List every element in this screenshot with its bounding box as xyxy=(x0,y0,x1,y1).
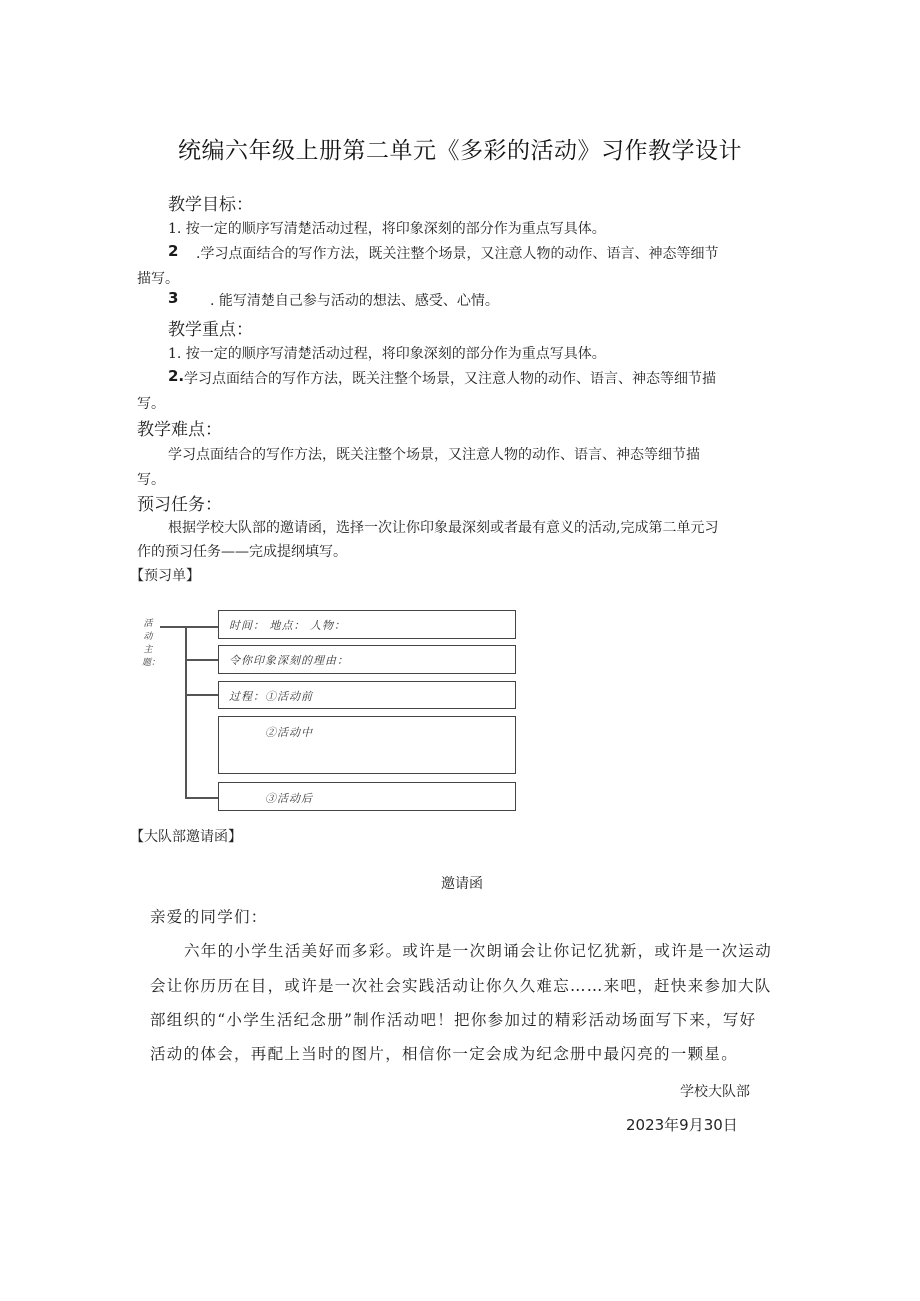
outline-box-during-text: ②活动中 xyxy=(265,726,313,739)
connector-5 xyxy=(185,797,218,799)
difficulties-line-1: 学习点面结合的写作方法，既关注整个场景，又注意人物的动作、语言、神态等细节描 xyxy=(168,447,700,463)
key-point-item-2-continuation: 写。 xyxy=(137,396,165,412)
objective-item-1: 1. 按一定的顺序写清楚活动过程，将印象深刻的部分作为重点写具体。 xyxy=(168,221,606,237)
objectives-heading: 教学目标： xyxy=(168,195,253,215)
invitation-label: 【大队部邀请函】 xyxy=(130,829,242,845)
key-points-heading: 教学重点： xyxy=(168,320,253,340)
objective-item-2-text: .学习点面结合的写作方法，既关注整个场景，又注意人物的动作、语言、神态等细节 xyxy=(196,246,719,262)
connector-3 xyxy=(185,694,218,696)
outline-box-time-place-people-text: 时间： 地点： 人物： xyxy=(229,619,346,632)
invitation-signature: 学校大队部 xyxy=(680,1084,750,1100)
difficulties-heading: 教学难点： xyxy=(137,420,222,440)
document-title: 统编六年级上册第二单元《多彩的活动》习作教学设计 xyxy=(178,138,742,164)
key-point-item-2-number: 2. xyxy=(168,367,185,385)
objective-item-3-number: 3 xyxy=(168,289,179,307)
outline-box-before-text: 过程：①活动前 xyxy=(229,690,313,703)
difficulties-line-2: 写。 xyxy=(137,472,165,488)
invitation-date: 2023年9月30日 xyxy=(626,1116,738,1134)
key-point-item-2-text: 学习点面结合的写作方法，既关注整个场景，又注意人物的动作、语言、神态等细节描 xyxy=(184,371,716,387)
outline-box-reason-text: 令你印象深刻的理由： xyxy=(229,654,349,667)
key-point-item-1: 1. 按一定的顺序写清楚活动过程，将印象深刻的部分作为重点写具体。 xyxy=(168,346,606,362)
objective-item-3-text: . 能写清楚自己参与活动的想法、感受、心情。 xyxy=(210,293,499,309)
bracket-top-connector xyxy=(160,626,186,628)
invitation-body-line-2: 会让你历历在目，或许是一次社会实践活动让你久久难忘……来吧，赶快来参加大队 xyxy=(150,977,772,995)
activity-theme-label: 活动主题： xyxy=(142,619,161,668)
preview-sheet-label: 【预习单】 xyxy=(130,568,200,584)
connector-1 xyxy=(185,626,218,628)
invitation-greeting: 亲爱的同学们： xyxy=(150,908,268,926)
invitation-body-line-1: 六年的小学生活美好而多彩。或许是一次朗诵会让你记忆犹新，或许是一次运动 xyxy=(184,942,773,960)
preview-line-2: 作的预习任务——完成提纲填写。 xyxy=(137,544,347,560)
outline-box-after xyxy=(218,782,516,811)
preview-heading: 预习任务： xyxy=(137,495,222,515)
outline-box-time-place-people xyxy=(218,610,516,639)
outline-box-after-text: ③活动后 xyxy=(265,792,313,805)
outline-box-reason xyxy=(218,645,516,674)
outline-box-before xyxy=(218,681,516,709)
bracket-spine xyxy=(185,626,187,798)
outline-box-during xyxy=(218,716,516,774)
preview-line-1: 根据学校大队部的邀请函，选择一次让你印象最深刻或者最有意义的活动,完成第二单元习 xyxy=(168,520,719,536)
connector-2 xyxy=(185,659,218,661)
invitation-title: 邀请函 xyxy=(441,876,483,892)
invitation-body-line-4: 活动的体会，再配上当时的图片，相信你一定会成为纪念册中最闪亮的一颗星。 xyxy=(150,1045,739,1063)
invitation-body-line-3: 部组织的“小学生活纪念册”制作活动吧！把你参加过的精彩活动场面写下来，写好 xyxy=(150,1011,757,1029)
objective-item-2-number: 2 xyxy=(168,242,179,260)
objective-item-2-continuation: 描写。 xyxy=(137,271,179,287)
outline-diagram xyxy=(136,604,520,816)
